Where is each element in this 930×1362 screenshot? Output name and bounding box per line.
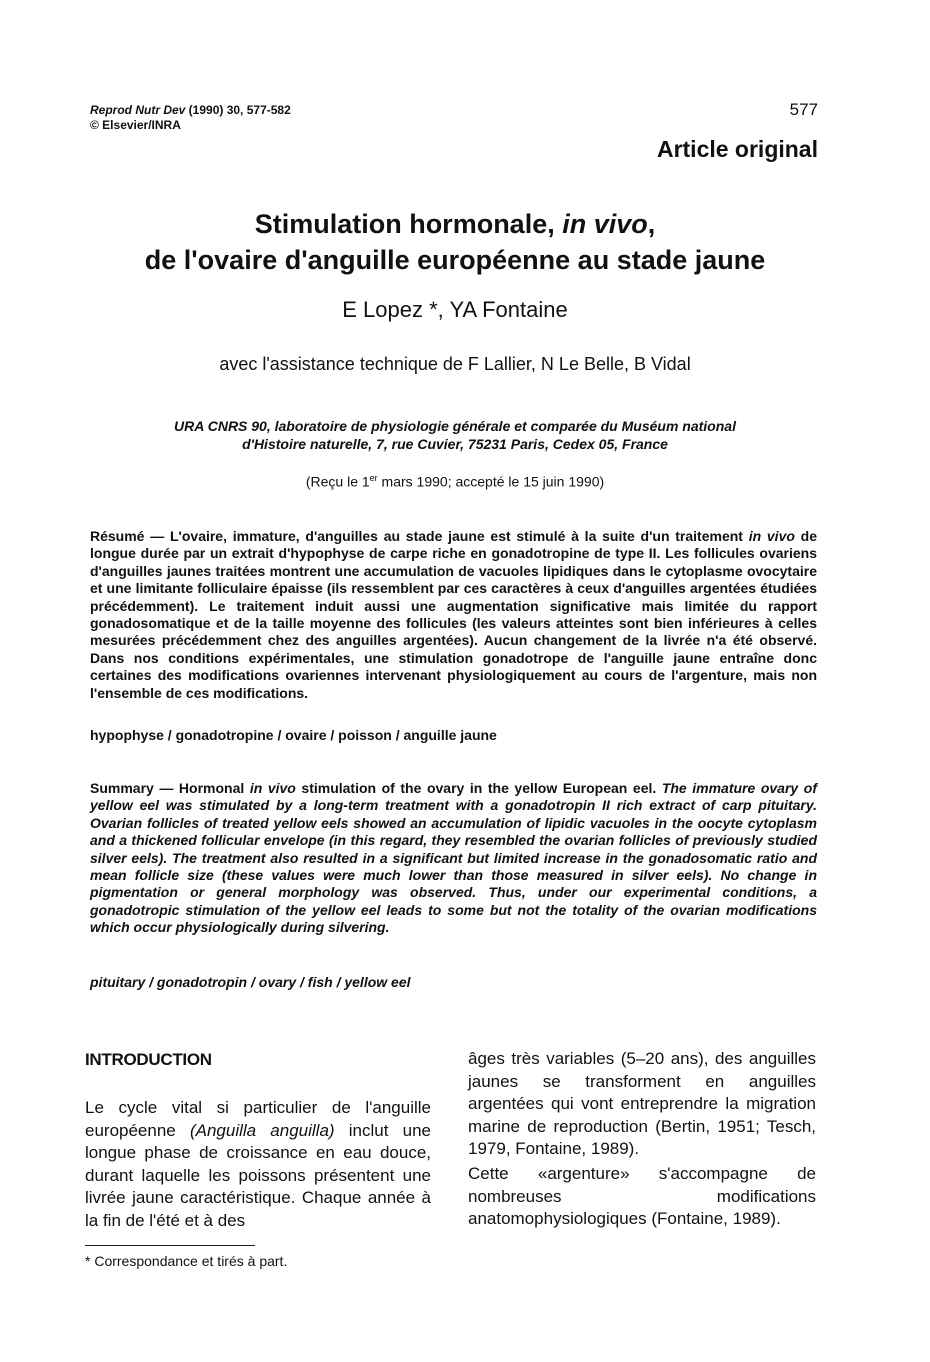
article-type: Article original	[656, 136, 818, 162]
technical-assistance: avec l'assistance technique de F Lallier, N Le Belle, B Vidal	[219, 354, 691, 374]
received-dates: (Reçu le 1er mars 1990; accepté le 15 juin 1990)	[305, 473, 605, 490]
summary-en: Summary — Hormonal in vivo stimulation of the ovary in the yellow European eel. The immature ovary of yellow eel was stimulated by a long-term treatment with a gonadotropin II rich extract of carp pituitary. Ovarian follicles of treated yellow eels showed an accumulation of lipidic vacuoles in the oocyte cytoplasm and a thickened follicular envelope (in this regard, they resembled the ovarian follicles of previously studied silver eels). The treatment also resulted in a significant but limited increase in the gonadosomatic ratio and mean follicle size (these values were much lower than those measured in silver eels). No change in pigmentation or general morphology was observed. Thus, under our experimental conditions, a gonadotropic stimulation of the yellow eel leads to some but not the totality of the ovarian modifications which occur physiologically during silvering.	[90, 780, 817, 936]
affiliation: URA CNRS 90, laboratoire de physiologie générale et comparée du Muséum national d'Histoire naturelle, 7, rue Cuvier, 75231 Paris, Cedex 05, France	[174, 418, 736, 452]
footnote: * Correspondance et tirés à part.	[85, 1253, 288, 1269]
title-line-2: de l'ovaire d'anguille européenne au stade jaune	[144, 245, 766, 275]
abstract-label: Résumé	[90, 528, 145, 544]
keywords-en: pituitary / gonadotropin / ovary / fish / yellow eel	[90, 974, 411, 990]
introduction-left-column: Le cycle vital si particulier de l'anguille européenne (Anguilla anguilla) inclut une longue phase de croissance en eau douce, durant laquelle les poissons présentent une livrée jaune caractéristique. Chaque année à la fin de l'été et à des	[85, 1098, 431, 1230]
introduction-heading: INTRODUCTION	[85, 1050, 212, 1069]
footnote-rule	[85, 1245, 255, 1246]
paragraph: âges très variables (5–20 ans), des anguilles jaunes se transforment en anguilles argentées qui vont entreprendre la migration marine de reproduction (Bertin, 1951; Tesch, 1979, Fontaine, 1989).	[468, 1049, 816, 1159]
copyright: © Elsevier/INRA	[90, 118, 181, 132]
journal-abbrev: Reprod Nutr Dev	[90, 103, 186, 117]
journal-reference	[90, 103, 291, 133]
article-title	[60, 206, 850, 278]
introduction-right-column	[468, 1048, 816, 1231]
summary-label: Summary — Hormonal in vivo stimulation of the ovary in the yellow European eel.	[90, 780, 657, 796]
title-line-1: Stimulation hormonale, in vivo,	[254, 209, 656, 239]
abstract-fr: Résumé — L'ovaire, immature, d'anguilles au stade jaune est stimulé à la suite d'un traitement in vivo de longue durée par un extrait d'hypophyse de carpe riche en gonadotropine de type II. Les follicules ovariens d'anguilles jaunes traitées montrent une accumulation de vacuoles lipidiques dans le cytoplasme ovocytaire et une limitante folliculaire épaisse (ils ressemblent par ces caractères à ceux d'anguilles argentées étudiées précédemment). Le traitement induit aussi une augmentation significative mais limitée du rapport gonadosomatique et de la taille moyenne des follicules (les valeurs atteintes sont bien inférieures à celles mesurées précédemment chez des anguilles argentées). Aucun changement de la livrée n'a été observé. Dans nos conditions expérimentales, une stimulation gonadotrope de l'anguille jaune entraîne donc certaines des modifications ovariennes intervenant physiologiquement au cours de l'argenture, mais non l'ensemble de ces modifications.	[90, 528, 817, 701]
page-number: 577	[789, 100, 818, 119]
journal-citation: (1990) 30, 577-582	[185, 103, 291, 117]
paragraph: Cette «argenture» s'accompagne de nombreuses modifications anatomophysiologiques (Fontaine, 1989).	[468, 1163, 816, 1229]
authors: E Lopez *, YA Fontaine	[342, 297, 568, 322]
keywords-fr: hypophyse / gonadotropine / ovaire / poisson / anguille jaune	[90, 727, 497, 743]
